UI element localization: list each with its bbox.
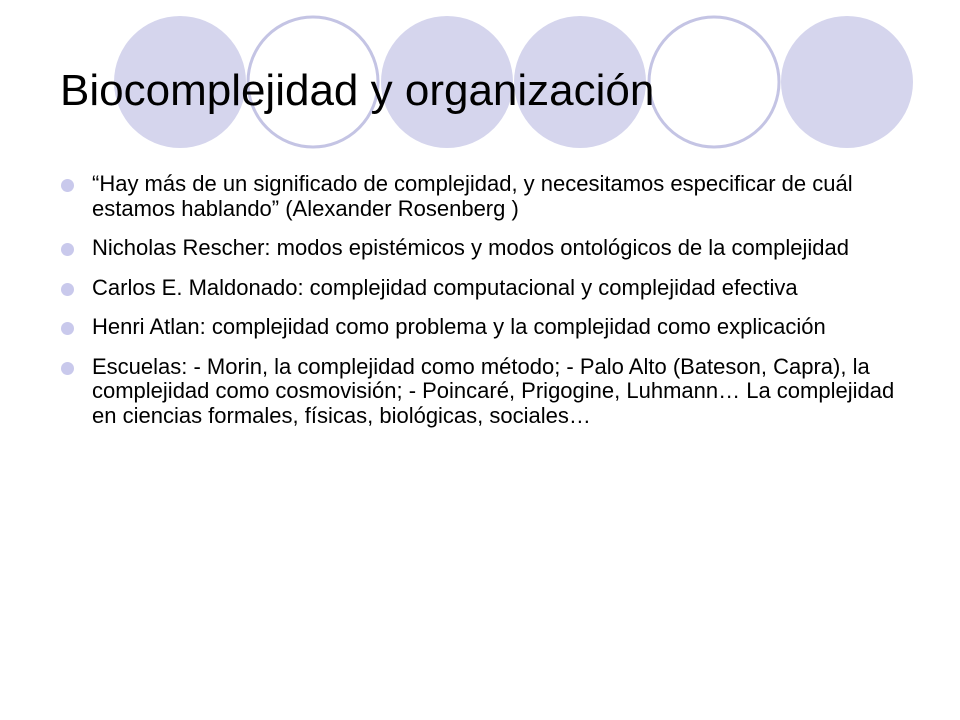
circle-bullet-icon [61,362,74,375]
bullet-text: “Hay más de un significado de complejidad, y necesitamos especificar de cuál estamos hablando” (Alexander Rosenberg ) [92,171,853,221]
bullet-text: Carlos E. Maldonado: complejidad computacional y complejidad efectiva [92,274,798,300]
circle-bullet-icon [61,322,74,335]
bullet-item [60,172,920,221]
circle-bullet-icon [61,283,74,296]
bullet-text: Escuelas: - Morin, la complejidad como método; - Palo Alto (Bateson, Capra), la complejidad como cosmovisión; - Poincaré, Prigogine, Luhmann… La complejidad en ciencias formales, físicas, biológicas, sociales… [92,353,895,428]
bullet-text: Henri Atlan: complejidad como problema y la complejidad como explicación [92,314,826,339]
bullet-item [60,236,920,261]
circle-bullet-icon [61,243,74,256]
bullet-list [60,172,920,443]
bullet-item [60,355,920,429]
bullet-item [60,315,920,340]
slide-title: Biocomplejidad y organización [60,66,655,115]
bullet-item [60,276,920,301]
circle-bullet-icon [61,179,74,192]
bullet-text: Nicholas Rescher: modos epistémicos y modos ontológicos de la complejidad [92,235,849,260]
deco-circle-filled [781,16,913,148]
deco-circle-outline [649,17,779,147]
